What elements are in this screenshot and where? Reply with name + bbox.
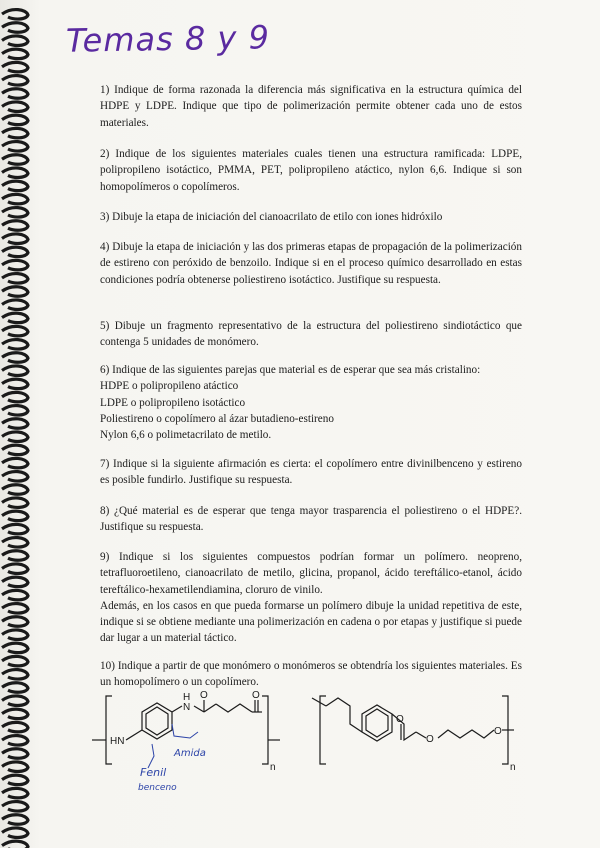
question-1-text: 1) Indique de forma razonada la diferencia más significativa en la estructura química del HDPE y LDPE. Indique que tipo de polimerización permite obtener cada uno de estos materiales.	[100, 84, 522, 129]
n-subscript: n	[270, 762, 276, 773]
spiral-ring	[2, 604, 28, 613]
spiral-ring	[2, 709, 28, 718]
question-4	[100, 239, 522, 288]
benzene-ring-2-inner	[366, 709, 388, 737]
spiral-ring	[2, 524, 28, 533]
spiral-ring	[2, 802, 28, 811]
bracket-right-1	[262, 696, 268, 764]
spiral-ring	[2, 736, 28, 745]
question-5	[100, 318, 522, 351]
question-3-text: 3) Dibuje la etapa de iniciación del cianoacrilato de etilo con iones hidróxilo	[100, 211, 443, 223]
question-6-pair: LDPE o polipropileno isotáctico	[100, 396, 246, 409]
spiral-ring	[2, 168, 28, 177]
spiral-ring	[2, 419, 28, 428]
spiral-ring	[2, 722, 28, 731]
question-8-text: 8) ¿Qué material es de esperar que tenga mayor trasparencia el poliestireno o el HDPE?. Justifique su respuesta.	[100, 505, 522, 534]
spiral-ring	[2, 551, 28, 560]
spiral-ring	[2, 128, 28, 137]
spiral-ring	[2, 340, 28, 349]
question-6-pair: Poliestireno o copolímero al ázar butadieno-estireno	[100, 412, 334, 425]
bond	[194, 706, 204, 712]
question-10-text: 10) Indique a partir de que monómero o monómeros se obtendría los siguientes materiales. Es un homopolímero o un copolímero.	[100, 660, 522, 689]
bond	[126, 730, 142, 740]
spiral-ring	[2, 670, 28, 679]
spiral-ring	[2, 656, 28, 665]
question-3	[100, 209, 522, 225]
spiral-ring	[2, 630, 28, 639]
question-6-pair: HDPE o polipropileno atáctico	[100, 380, 239, 393]
spiral-ring	[2, 643, 28, 652]
spiral-ring	[2, 564, 28, 573]
spiral-ring	[2, 300, 28, 309]
spiral-ring	[2, 788, 28, 797]
spiral-ring	[2, 472, 28, 481]
spiral-ring	[2, 762, 28, 771]
spiral-ring	[2, 485, 28, 494]
spiral-ring	[2, 287, 28, 296]
question-7	[100, 456, 522, 489]
spiral-ring	[2, 142, 28, 151]
spiral-ring	[2, 458, 28, 467]
spiral-ring	[2, 617, 28, 626]
spiral-ring	[2, 379, 28, 388]
spiral-ring	[2, 89, 28, 98]
alkyl-chain	[216, 704, 252, 712]
chain	[326, 698, 362, 732]
spiral-ring	[2, 313, 28, 322]
benzene-ring-1-inner	[146, 707, 168, 735]
question-6-pair: Nylon 6,6 o polimetacrilato de metilo.	[100, 429, 272, 442]
spiral-ring	[2, 23, 28, 32]
o-label: O	[494, 726, 502, 737]
bond	[312, 698, 326, 706]
page-title: Temas 8 y 9	[65, 18, 271, 60]
spiral-ring	[2, 353, 28, 362]
spiral-ring	[2, 511, 28, 520]
spiral-ring	[2, 76, 28, 85]
spiral-ring	[2, 775, 28, 784]
question-6	[100, 362, 522, 443]
spiral-ring	[2, 841, 28, 848]
spiral-ring	[2, 49, 28, 58]
alkyl-chain	[438, 730, 494, 738]
bond	[172, 706, 182, 712]
spiral-ring	[2, 221, 28, 230]
question-7-text: 7) Indique si la siguiente afirmación es cierta: el copolímero entre divinilbenceno y estireno es posible fundirlo. Justifique su respuesta.	[100, 458, 522, 487]
spiral-ring	[2, 815, 28, 824]
spiral-binding	[0, 0, 34, 848]
n-subscript: n	[510, 762, 516, 773]
h-amide-label: H	[183, 692, 191, 703]
annotation-fenil: Fenil	[140, 766, 167, 779]
spiral-ring	[2, 247, 28, 256]
spiral-ring	[2, 326, 28, 335]
spiral-ring	[2, 366, 28, 375]
question-5-text: 5) Dibuje un fragmento representativo de la estructura del poliestireno sindiotáctico que contenga 5 unidades de monómero.	[100, 320, 522, 349]
annotation-benceno: benceno	[138, 783, 177, 793]
question-9-text-2: Además, en los casos en que pueda formarse un polímero dibuje la unidad repetitiva de este, indique si se obtiene mediante una polimerización en cadena o por etapas y justifique si puede dar lugar a un material táctico.	[100, 599, 522, 645]
spiral-ring	[2, 36, 28, 45]
bracket-left-2	[320, 696, 326, 764]
spiral-ring	[2, 274, 28, 283]
spiral-ring	[2, 683, 28, 692]
spiral-ring	[2, 445, 28, 454]
spiral-ring	[2, 828, 28, 837]
spiral-ring	[2, 208, 28, 217]
spiral-ring	[2, 155, 28, 164]
spiral-ring	[2, 194, 28, 203]
question-2-text: 2) Indique de los siguientes materiales cuales tienen una estructura ramificada: LDPE, polipropileno isotáctico, PMMA, PET, polipropileno atáctico, nylon 6,6. Indique si son homopolímeros o copolímeros.	[100, 148, 522, 193]
question-1	[100, 82, 522, 131]
o-label: O	[396, 714, 404, 725]
spiral-ring	[2, 10, 28, 19]
question-6-intro: 6) Indique de las siguientes parejas que material es de esperar que sea más cristalino:	[100, 364, 481, 376]
polymer-structures	[90, 684, 530, 794]
spiral-ring	[2, 102, 28, 111]
bracket-left-1	[106, 696, 112, 764]
bond	[416, 732, 426, 738]
spiral-ring	[2, 181, 28, 190]
o-label: O	[200, 690, 208, 701]
nh-label: HN	[110, 736, 125, 747]
spiral-ring	[2, 749, 28, 758]
question-9-text: 9) Indique si los siguientes compuestos podrían formar un polímero. neopreno, tetrafluoroetileno, cianoacrilato de metilo, glicina, propanol, ácido tereftálico-etanol, ácido tereftálico-hexametilendiamina, cloruro de vinilo.	[100, 551, 522, 596]
spiral-ring	[2, 62, 28, 71]
spiral-ring	[2, 234, 28, 243]
o-label: O	[426, 734, 434, 745]
annotation-amida: Amida	[174, 748, 206, 759]
handwritten-bracket-amide	[172, 724, 198, 738]
spiral-ring	[2, 696, 28, 705]
spiral-ring	[2, 115, 28, 124]
spiral-ring	[2, 590, 28, 599]
spiral-ring	[2, 406, 28, 415]
spiral-ring	[2, 392, 28, 401]
question-9	[100, 549, 522, 647]
question-4-text: 4) Dibuje la etapa de iniciación y las dos primeras etapas de propagación de la polimerización de estireno con peróxido de benzoilo. Indique si en el proceso químico desarrollado en estas condiciones podría obtenerse poliestireno isotáctico. Justifique su respuesta.	[100, 241, 522, 286]
question-8	[100, 503, 522, 536]
n-amide-label: N	[183, 702, 191, 713]
spiral-ring	[2, 538, 28, 547]
spiral-ring	[2, 432, 28, 441]
handwritten-bracket-phenyl	[148, 744, 154, 768]
o-label: O	[252, 690, 260, 701]
question-2	[100, 146, 522, 195]
spiral-ring	[2, 577, 28, 586]
spiral-ring	[2, 498, 28, 507]
spiral-ring	[2, 260, 28, 269]
bond	[204, 704, 216, 712]
